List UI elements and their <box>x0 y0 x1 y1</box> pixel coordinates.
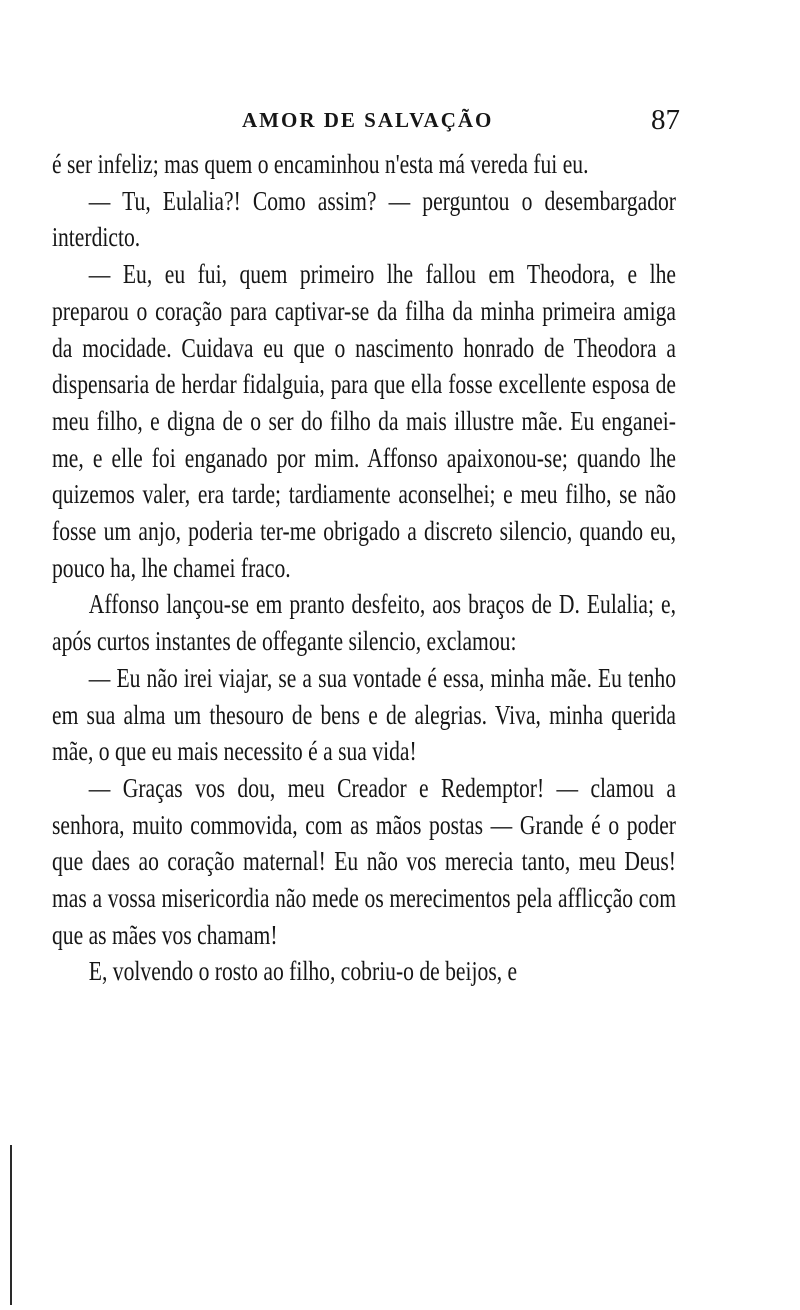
paragraph: — Tu, Eulalia?! Como assim? — perguntou o desembargador interdicto. <box>52 185 677 253</box>
paragraph: é ser infeliz; mas quem o encaminhou n'esta má vereda fui eu. <box>52 149 589 179</box>
paragraph: E, volvendo o rosto ao filho, cobriu-o de beijos, e <box>88 956 518 987</box>
paragraph: Affonso lançou-se em pranto desfeito, aos braços de D. Eulalia; e, após curtos instantes de offegante silencio, exclamou: <box>52 589 677 657</box>
paragraph: — Graças vos dou, meu Creador e Redemptor! — clamou a senhora, muito commovida, com as mãos postas — Grande é o poder que daes ao coração maternal! Eu não vos merecia tanto, meu Deus! mas a vossa misericordia não mede os merecimentos pela afflicção com que as mães vos chamam! <box>52 772 677 950</box>
paragraph: — Eu não irei viajar, se a sua vontade é essa, minha mãe. Eu tenho em sua alma um thesouro de bens e de alegrias. Viva, minha querida mãe, o que eu mais necessito é a sua vida! <box>52 662 677 767</box>
running-title: AMOR DE SALVAÇÃO <box>242 108 494 132</box>
page-number: 87 <box>651 104 680 136</box>
running-head <box>52 104 680 144</box>
page-edge-shadow <box>10 1145 12 1305</box>
paragraph: — Eu, eu fui, quem primeiro lhe fallou em Theodora, e lhe preparou o coração para captivar-se da filha da minha primeira amiga da mocidade. Cuidava eu que o nascimento honrado de Theodora a dispensaria de herdar fidalguia, para que ella fosse excellente esposa de meu filho, e digna de o ser do filho da mais illustre mãe. Eu enganei-me, e elle foi enganado por mim. Affonso apaixonou-se; quando lhe quizemos valer, era tarde; tardiamente aconselhei; e meu filho, se não fosse um anjo, poderia ter-me obrigado a discreto silencio, quando eu, pouco ha, lhe chamei fraco. <box>52 259 677 583</box>
body-text <box>52 146 676 990</box>
